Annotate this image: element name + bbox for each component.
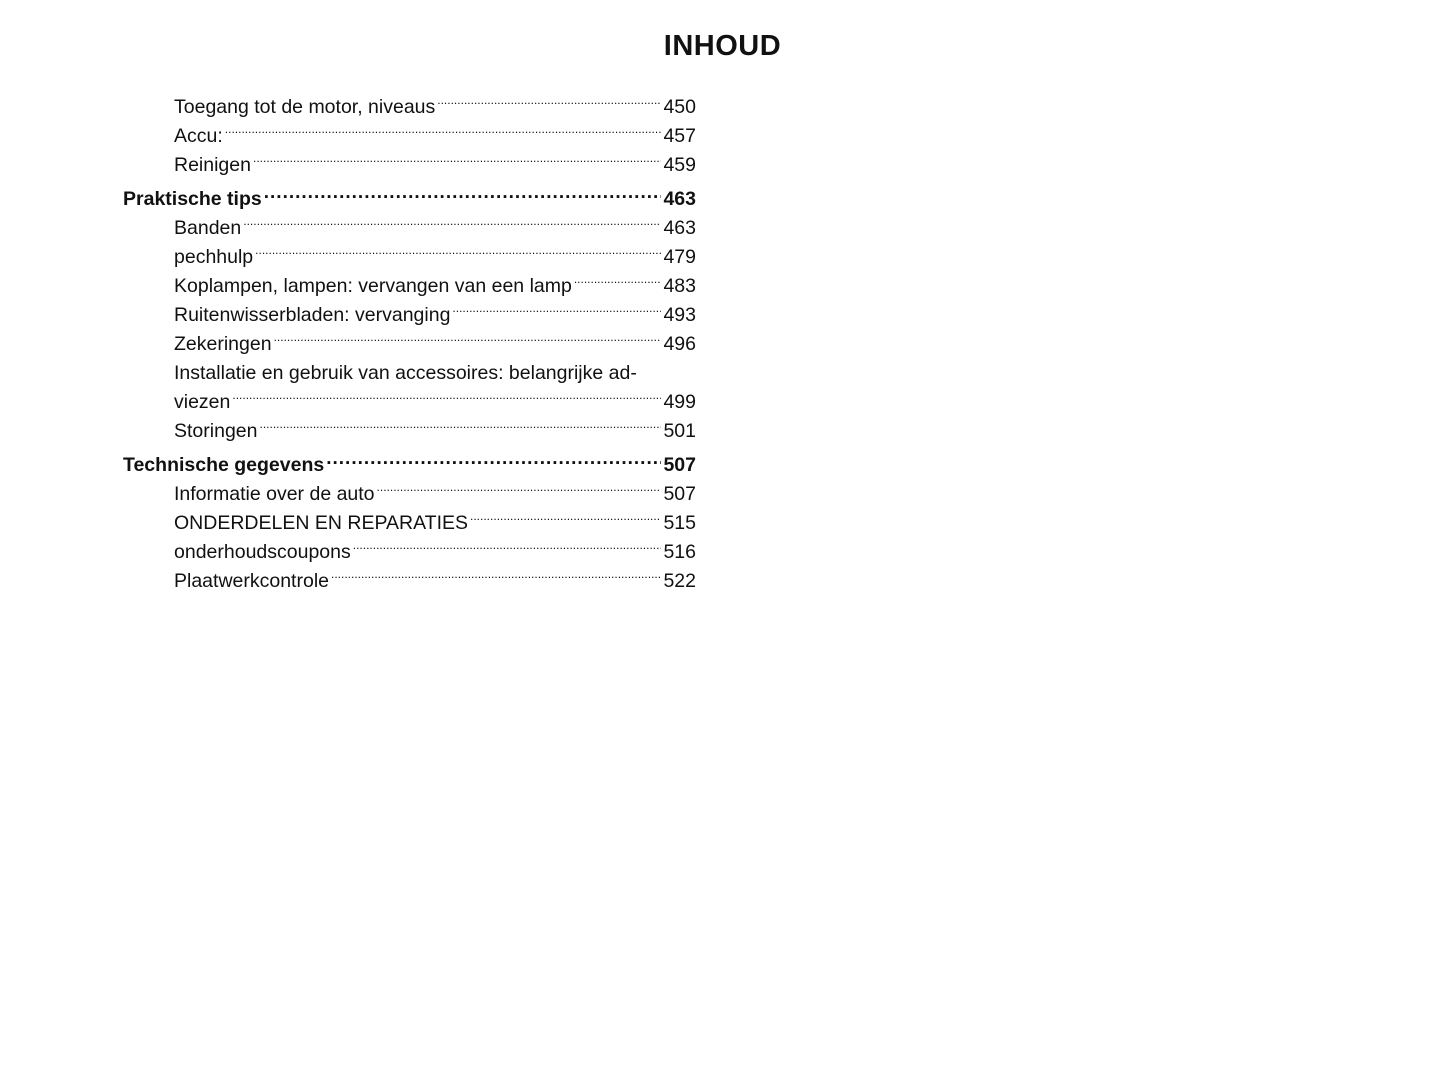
toc-entry-title: pechhulp (174, 246, 254, 268)
toc-entry-title: onderhoudscoupons (174, 541, 351, 563)
dot-leader (255, 245, 661, 265)
toc-entry-title: Banden (174, 217, 242, 239)
toc-entry-page: 516 (663, 541, 696, 563)
toc-entry-title: Koplampen, lampen: vervangen van een lamp (174, 275, 572, 297)
toc-entry-accu[interactable] (123, 122, 696, 151)
toc-entry-informatie-auto[interactable] (123, 480, 696, 509)
toc-entry-title: Storingen (174, 420, 258, 442)
toc-entry-page: 483 (663, 275, 696, 297)
dot-leader (326, 453, 661, 473)
dot-leader (437, 95, 661, 115)
toc-entry-title: Accu: (174, 125, 223, 147)
dot-leader (470, 511, 661, 531)
dot-leader (259, 419, 661, 439)
toc-entry-page: 522 (663, 570, 696, 592)
toc-entry-title: ONDERDELEN EN REPARATIES (174, 512, 469, 534)
toc-entry-page: 463 (663, 217, 696, 239)
toc-entry-page: 515 (663, 512, 696, 534)
dot-leader (264, 187, 662, 207)
toc-entry-page: 457 (663, 125, 696, 147)
toc-entry-page: 496 (663, 333, 696, 355)
toc-entry-page: 507 (663, 483, 696, 505)
toc-section-technische-gegevens[interactable] (123, 450, 696, 480)
dot-leader (274, 332, 662, 352)
toc-entry-title-line2: viezen (174, 391, 231, 413)
toc-section-title: Technische gegevens (123, 454, 325, 476)
toc-entry-title: Reinigen (174, 154, 251, 176)
toc-entry-title: Toegang tot de motor, niveaus (174, 96, 436, 118)
toc-section-page: 463 (663, 188, 696, 210)
toc-entry-page: 459 (663, 154, 696, 176)
toc-entry-page: 479 (663, 246, 696, 268)
toc-section-page: 507 (663, 454, 696, 476)
dot-leader (574, 274, 662, 294)
toc-entry-page: 501 (663, 420, 696, 442)
toc-entry-accessoires[interactable] (123, 359, 696, 417)
dot-leader (353, 540, 662, 560)
toc-entry-ruitenwisserbladen[interactable] (123, 301, 696, 330)
dot-leader (253, 153, 661, 173)
dot-leader (452, 303, 661, 323)
toc-entry-storingen[interactable] (123, 417, 696, 446)
toc-entry-toegang-motor[interactable] (123, 93, 696, 122)
toc-entry-title: Informatie over de auto (174, 483, 375, 505)
toc-entry-banden[interactable] (123, 214, 696, 243)
toc-entry-title: Plaatwerkcontrole (174, 570, 329, 592)
toc-entry-onderhoudscoupons[interactable] (123, 538, 696, 567)
dot-leader (232, 390, 661, 410)
toc-entry-title: Ruitenwisserbladen: vervanging (174, 304, 451, 326)
page-title: INHOUD (663, 30, 782, 62)
toc-entry-title: Zekeringen (174, 333, 272, 355)
toc-section-title: Praktische tips (123, 188, 262, 210)
table-of-contents (123, 93, 696, 596)
toc-entry-zekeringen[interactable] (123, 330, 696, 359)
toc-entry-page: 450 (663, 96, 696, 118)
toc-section-praktische-tips[interactable] (123, 184, 696, 214)
toc-entry-koplampen[interactable] (123, 272, 696, 301)
toc-entry-title-line1: Installatie en gebruik van accessoires: belangrijke ad- (174, 362, 637, 384)
dot-leader (225, 124, 662, 144)
toc-entry-pechhulp[interactable] (123, 243, 696, 272)
toc-entry-page: 499 (663, 391, 696, 413)
toc-entry-page: 493 (663, 304, 696, 326)
toc-entry-plaatwerkcontrole[interactable] (123, 567, 696, 596)
dot-leader (331, 569, 661, 589)
dot-leader (377, 482, 662, 502)
toc-entry-reinigen[interactable] (123, 151, 696, 180)
dot-leader (243, 216, 661, 236)
toc-entry-onderdelen-reparaties[interactable] (123, 509, 696, 538)
